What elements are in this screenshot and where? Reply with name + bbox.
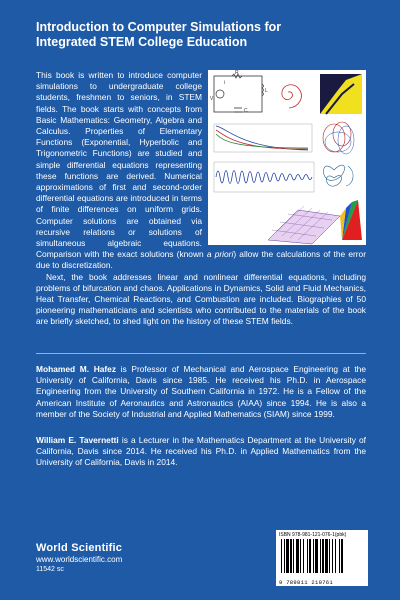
figure-collage <box>208 70 366 245</box>
barcode-bar <box>332 539 333 573</box>
color-fan-plot <box>340 200 362 240</box>
barcode-bar <box>313 539 314 573</box>
author-name-tavernetti: William E. Tavernetti <box>36 435 119 445</box>
circuit-label-i: i <box>224 80 226 86</box>
figure-collage-svg <box>208 70 366 245</box>
decay-curves-plot <box>214 124 312 152</box>
barcode-bar <box>281 539 282 573</box>
barcode-bar <box>296 539 299 573</box>
section-divider <box>36 353 366 354</box>
barcode-bar <box>290 539 292 573</box>
title-line-1: Introduction to Computer Simulations for <box>36 20 282 34</box>
circuit-diagram <box>210 70 268 114</box>
paragraph-1-end: ) allow the calculations of the error due to discretization. <box>36 249 367 271</box>
surface-plot <box>268 206 340 244</box>
barcode-bar <box>320 539 321 573</box>
author-bio-hafez <box>36 364 366 420</box>
barcode-bar <box>293 539 294 573</box>
description <box>36 70 366 328</box>
oscillation-plot <box>214 162 314 192</box>
author-name-hafez: Mohamed M. Hafez <box>36 364 117 374</box>
butterfly-plot <box>324 165 354 186</box>
author-bio-hafez-text: is Professor of Mechanical and Aerospace Engineering at the University of California, Davis since 1985. He received his Ph.D. in Aerospace Engineering from the University of Southern California in 1972. He is a Fellow of the American Institute of Aeronautics and Astronautics (AIAA) since 1994. He is also a member of the Society of Industrial and Applied Mathematics (SIAM) since 1999. <box>36 364 366 419</box>
bifurcation-panel <box>320 74 362 114</box>
barcode-bar <box>284 539 285 573</box>
barcode-bar <box>303 539 304 573</box>
spiral-plot <box>282 85 302 108</box>
barcode-bar <box>300 539 301 573</box>
publisher-name: World Scientific <box>36 542 123 554</box>
publisher-url: www.worldscientific.com <box>36 555 123 564</box>
barcode-bar <box>315 539 318 573</box>
paragraph-1-italic: a priori <box>206 249 234 260</box>
barcode-bar <box>307 539 308 573</box>
title-line-2: Integrated STEM College Education <box>36 35 248 49</box>
barcode-bars <box>279 538 365 574</box>
attractor-plot <box>323 122 354 154</box>
author-bio-tavernetti-text: is a Lecturer in the Mathematics Department at the University of California, Davis since 2014. He received his Ph.D. in Applied Mathematics from the University of California, Davis in 2014. <box>36 435 366 468</box>
barcode-bar <box>339 539 340 573</box>
barcode-bar <box>335 539 336 573</box>
circuit-label-v: V <box>210 96 214 102</box>
author-bio-tavernetti <box>36 435 366 469</box>
isbn-bottom-text: 9 789811 210761 <box>279 579 334 586</box>
barcode-bar <box>286 539 289 573</box>
barcode-bar <box>341 539 343 573</box>
barcode-bar <box>325 539 328 573</box>
barcode-bar <box>329 539 330 573</box>
isbn-barcode <box>276 530 368 586</box>
barcode-bar <box>309 539 311 573</box>
circuit-label-l: L <box>265 88 268 94</box>
isbn-top-text: ISBN 978-981-121-076-1(pbk) <box>279 532 347 538</box>
circuit-label-r: R <box>235 70 239 76</box>
book-title <box>36 20 336 50</box>
publisher-code: 11542 sc <box>36 566 64 573</box>
circuit-label-c: C <box>244 108 248 114</box>
barcode-bar <box>322 539 324 573</box>
paragraph-2: Next, the book addresses linear and nonlinear differential equations, including problems of bifurcation and chaos. Applications in Dynamics, Solid and Fluid Mechanics, Heat Transfer, Chemical Reactions, and Combustion are included. Biographies of 50 pioneering mathematicians and scientists who contributed to the materials of the book are briefly sketched, to shed light on the history of these STEM fields. <box>36 271 366 327</box>
paragraph-1-text: This book is written to introduce computer simulations to undergraduate college students, freshmen to seniors, in STEM fields. The book starts with concepts from Basic Mathematics: Geometry, Algebra and Calculus. Properties of Elementary Functions (Exponential, Hyperbolic and Trigonometric Functions) are studied and simple differential equations representing these functions are derived. Numerical approximations of first and second-order differential equations are introduced in terms of finite differences on uniform grids. Computer solutions are obtained via recursive relations or solutions of simultaneous algebraic equations. Comparison with the exact solutions (known <box>36 70 207 260</box>
